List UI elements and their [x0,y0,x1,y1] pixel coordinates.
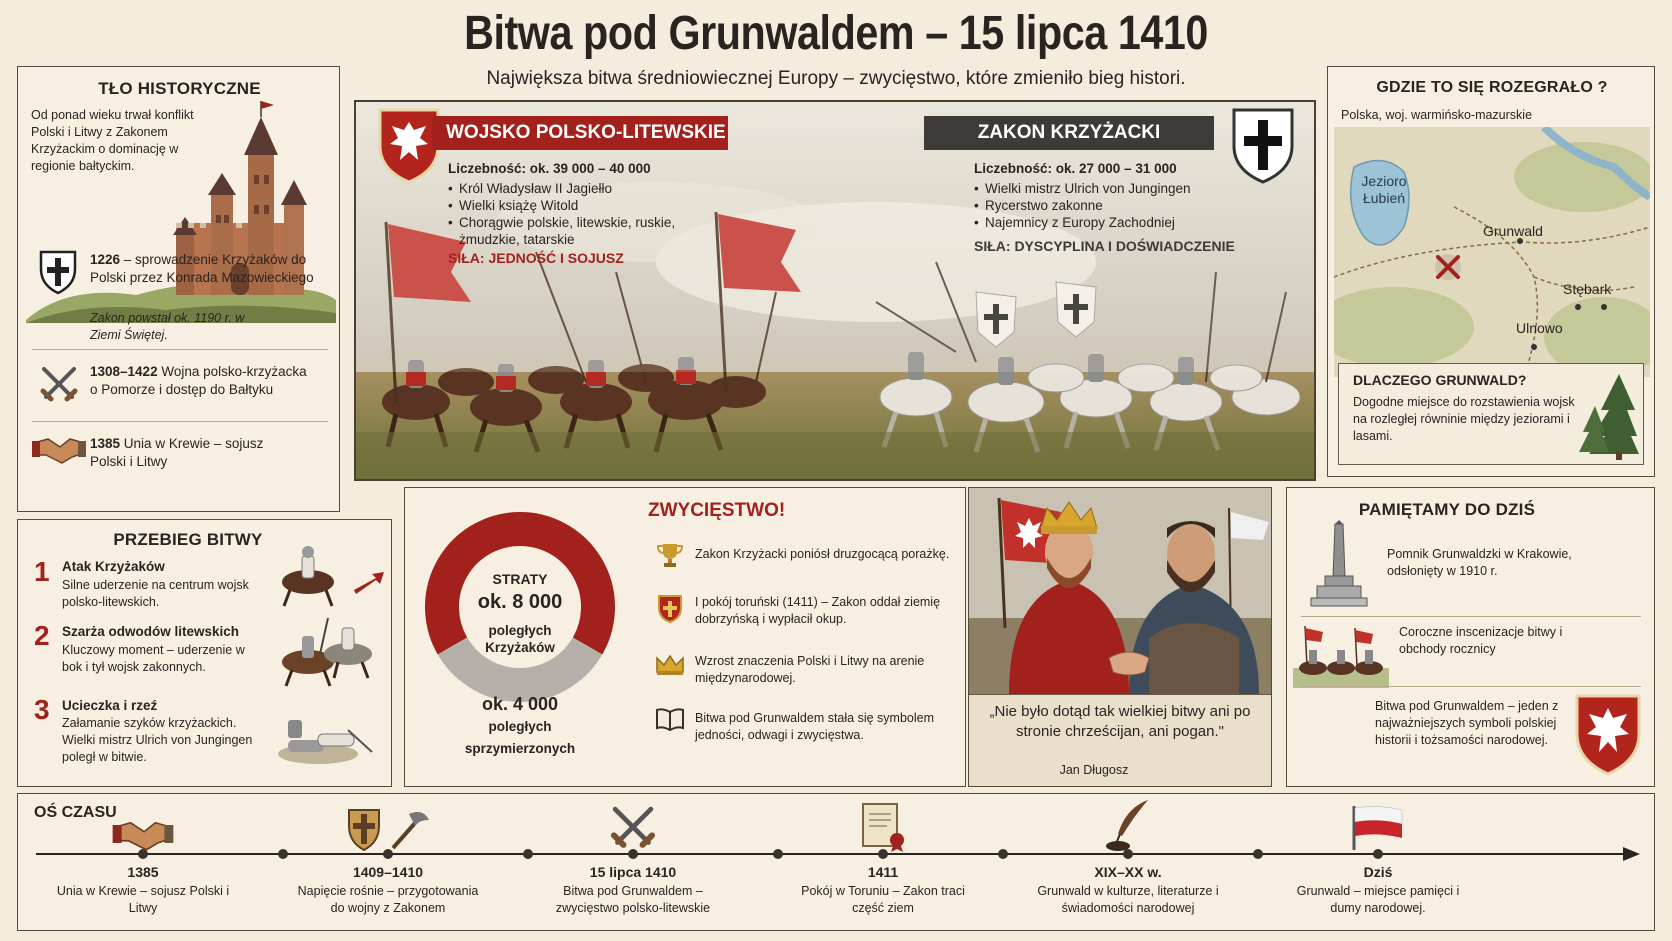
battle-course-title: PRZEBIEG BITWY [113,530,263,549]
event-year: 1226 [90,252,121,267]
remembrance-title: PAMIĘTAMY DO DZIŚ [1358,500,1536,519]
monument-icon [1309,520,1369,610]
handshake-icon [32,433,86,465]
why-text: Dogodne miejsce do rozstawienia wojsk na rozległej równinie między jeziorami i lasami. [1353,395,1575,443]
timeline-dot [1253,849,1263,859]
losses-label: STRATY [492,571,548,587]
victory-title: ZWYCIĘSTWO! [648,500,786,521]
victory-item: Bitwa pod Grunwaldem stała się symbolem jedności, odwagi i zwycięstwa. [695,711,934,742]
crown-icon [655,654,685,676]
teutonic-strength: SIŁA: DYSCYPLINA I DOŚWIADCZENIE [974,238,1235,254]
timeline-text: Pokój w Toruniu – Zakon traci część ziem [801,884,965,915]
step-text: Kluczowy moment – uderzenie w bok i tył wojsk zakonnych. [62,643,245,674]
timeline-text: Grunwald w kulturze, literaturze i świadomości narodowej [1037,884,1219,915]
teutonic-banner: ZAKON KRZYŻACKI [924,116,1214,150]
timeline-date: 1411 [867,864,899,880]
polish-flag-icon [1333,800,1423,852]
timeline-text: Unia w Krewie – sojusz Polski i Litwy [56,884,230,915]
battle-panel [354,100,1316,481]
step-text: Silne uderzenie na centrum wojsk polsko-litewskich. [62,578,249,609]
polish-count: Liczebność: ok. 39 000 – 40 000 [448,161,651,176]
timeline-date: 1409–1410 [352,864,424,880]
background-title: TŁO HISTORYCZNE [98,79,261,98]
page-subtitle: Największa bitwa średniowiecznej Europy – zwycięstwo, które zmieniło bieg histori. [486,68,1186,89]
timeline-dot [998,849,1008,859]
polish-list-item: • Chorągwie polskie, litewskie, ruskie, żmudzkie, tatarskie [448,214,698,248]
background-intro: Od ponad wieku trwał konflikt Polski i Litwy z Zakonem Krzyżackim o dominację w regionie bałtyckim. [31,108,194,173]
teutonic-list-item: • Najemnicy z Europy Zachodniej [974,214,1274,231]
battle-map [1334,127,1650,377]
trophy-icon [657,542,683,568]
page-title: Bitwa pod Grunwaldem – 15 lipca 1410 [464,7,1208,60]
event-text: – sprowadzenie Krzyżaków do Polski przez Konrada Mazowieckiego [90,252,314,285]
battle-course-panel [17,519,392,787]
teutonic-list-item: • Wielki mistrz Ulrich von Jungingen [974,180,1274,197]
losses-other-value: ok. 4 000 [481,694,559,714]
quote-text: „Nie było dotąd tak wielkiej bitwy ani po stronie chrześcijan, ani pogan." [989,703,1251,740]
quote-panel [968,487,1272,787]
step-number: 1 [34,556,50,587]
polish-list-item: • Wielki książę Witold [448,197,698,214]
event-text: Wojna polsko-krzyżacka o Pomorze i dostęp do Bałtyku [90,364,307,397]
event-note: Zakon powstał ok. 1190 r. w Ziemi Świętej. [90,311,245,342]
background-panel [17,66,340,512]
event-year: 1385 [90,436,121,451]
timeline-dot [278,849,288,859]
timeline-text: Napięcie rośnie – przygotowania do wojny z Zakonem [297,884,479,915]
crossed-swords-icon [588,800,678,852]
step-number: 3 [34,694,50,725]
charging-knight-icon [268,538,388,608]
event-text: Unia w Krewie – sojusz Polski i Litwy [90,436,264,469]
step-title: Szarża odwodów litewskich [62,624,240,639]
step-title: Atak Krzyżaków [62,559,165,574]
battle-site-icon [1435,254,1461,280]
why-box [1338,363,1644,465]
teutonic-list-item: • Rycerstwo zakonne [974,197,1274,214]
tree-icon [1579,372,1641,460]
timeline-date: XIX–XX w. [1094,864,1162,880]
map-lake-label: Jezioro Łubień [1361,173,1407,206]
timeline-dot [773,849,783,859]
handshake-icon [98,800,188,852]
polish-list [448,180,698,248]
location-region: Polska, woj. warmińsko-mazurskie [1341,108,1533,122]
losses-main-desc: poległych Krzyżaków [485,623,555,655]
polish-eagle-shield-icon [378,108,440,184]
timeline-dot [523,849,533,859]
timeline-panel [17,793,1655,931]
location-title: GDZIE TO SIĘ ROZEGRAŁO ? [1376,79,1608,96]
polish-banner: WOJSKO POLSKO-LITEWSKIE [432,116,728,150]
remembrance-item: Coroczne inscenizacje bitwy i obchody rocznicy [1399,625,1563,656]
polish-strength: SIŁA: JEDNOŚĆ I SOJUSZ [448,250,624,266]
timeline-date: 15 lipca 1410 [589,864,677,880]
cavalry-charge-icon [268,614,388,688]
losses-other-desc: poległych sprzymierzonych [464,719,576,756]
teutonic-shield-icon [38,249,78,295]
crossed-swords-icon [38,363,80,405]
quill-icon [1083,800,1173,852]
shield-icon [657,594,683,624]
polish-eagle-shield-icon [1575,694,1641,776]
battle-illustration [356,102,1316,481]
quote-author: Jan Długosz [1059,763,1129,777]
remembrance-panel [1286,487,1655,787]
event-1385 [90,435,300,471]
shield-axe-icon [343,800,433,852]
timeline-title: OŚ CZASU [34,804,117,821]
timeline-text: Grunwald – miejsce pamięci i dumy narodowej. [1296,884,1460,915]
teutonic-count: Liczebność: ok. 27 000 – 31 000 [974,161,1177,176]
reenactment-icon [1293,622,1389,688]
kings-handshake-illustration [969,488,1271,694]
victory-item: I pokój toruński (1411) – Zakon oddał ziemię dobrzyńską i wypłacił okup. [695,595,941,626]
map-place-stebark: Stębark [1563,281,1612,297]
map-place-ulnowo: Ulnowo [1516,320,1563,336]
losses-main-value: ok. 8 000 [477,591,563,613]
event-1226 [90,251,330,287]
why-title: DLACZEGO GRUNWALD? [1353,372,1527,388]
victory-item: Zakon Krzyżacki poniósł druzgocącą porażkę. [695,547,950,561]
remembrance-item: Bitwa pod Grunwaldem – jeden z najważniejszych symboli polskiej historii i tożsamości narodowej. [1375,699,1559,747]
step-text: Załamanie szyków krzyżackich. Wielki mistrz Ulrich von Jungingen poległ w bitwie. [62,716,253,764]
location-panel [1327,66,1655,477]
timeline-text: Bitwa pod Grunwaldem – zwycięstwo polsko-litewskie [555,884,711,915]
victory-panel [404,487,966,787]
event-1308 [90,363,315,399]
scroll-icon [838,800,928,852]
teutonic-list [974,180,1274,231]
timeline-date: 1385 [127,864,159,880]
timeline-date: Dziś [1363,864,1393,880]
fallen-knights-icon [268,700,378,770]
book-icon [655,708,685,732]
step-title: Ucieczka i rzeź [62,698,158,713]
remembrance-item: Pomnik Grunwaldzki w Krakowie, odsłonięty w 1910 r. [1387,547,1572,578]
event-year: 1308–1422 [90,364,158,379]
map-place-grunwald: Grunwald [1483,223,1543,239]
step-number: 2 [34,620,50,651]
polish-list-item: • Król Władysław II Jagiełło [448,180,698,197]
victory-item: Wzrost znaczenia Polski i Litwy na arenie międzynarodowej. [695,654,925,685]
